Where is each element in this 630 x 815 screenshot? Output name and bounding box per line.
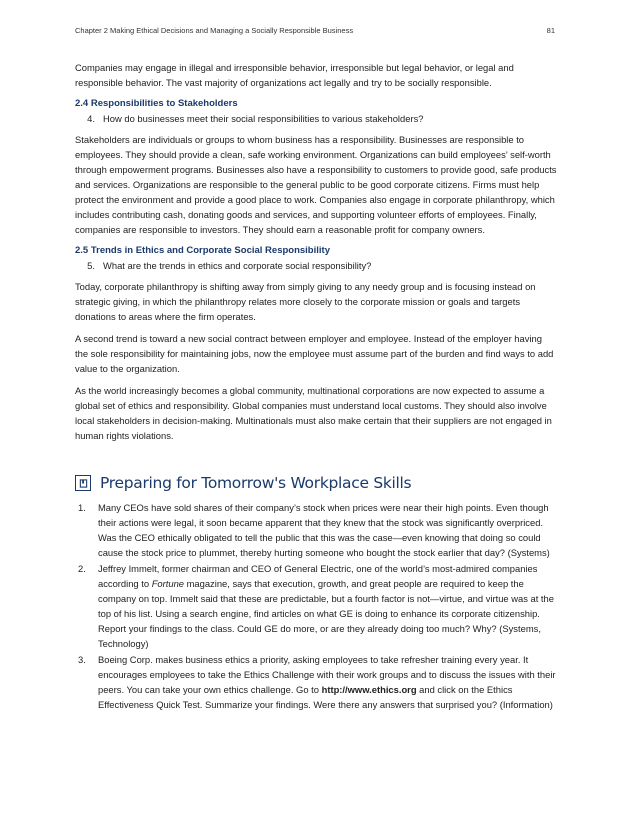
skills-section-title xyxy=(75,474,557,492)
list-item xyxy=(75,652,557,712)
item-text: Jeffrey Immelt, former chairman and CEO of General Electric, one of the world’s most-admired companies according to Fortune magazine, says that execution, growth, and great people are required to keep the company on top. Immelt said that these are predictable, but a fourth factor is not—virtue, and virtue was at the top of his list. Using a search engine, find articles on what GE is doing to enhance its corporate citizenship. Report your findings to the class. Could GE do more, or are they already doing too much? Why? (Systems, Technology) xyxy=(98,563,554,649)
page-number: 81 xyxy=(546,26,555,35)
item-number: 1. xyxy=(78,502,86,513)
trends-paragraph-1: Today, corporate philanthropy is shifting away from simply giving to any needy group and is focusing instead on strategic giving, in which the philanthropy relates more closely to the corporate mission or goals and targets donations to areas where the firm operates. xyxy=(75,281,536,322)
section-heading-2-5: 2.5 Trends in Ethics and Corporate Social Responsibility xyxy=(75,245,330,256)
lo-question: How do businesses meet their social responsibilities to various stakeholders? xyxy=(103,113,424,124)
item-number: 2. xyxy=(78,563,86,574)
page-body xyxy=(75,60,557,713)
lo-question: What are the trends in ethics and corporate social responsibility? xyxy=(103,260,372,271)
lo-number: 4. xyxy=(87,113,95,124)
trends-paragraph-2: A second trend is toward a new social contract between employer and employee. Instead of the employer having the sole responsibility for maintaining jobs, now the employee must assume part of the burden and find ways to add value to the organization. xyxy=(75,333,554,374)
learning-objective-4 xyxy=(75,111,557,126)
item-number: 3. xyxy=(78,654,86,665)
section-heading-2-4: 2.4 Responsibilities to Stakeholders xyxy=(75,98,238,109)
lo-number: 5. xyxy=(87,260,95,271)
list-item xyxy=(75,500,557,560)
skills-list xyxy=(75,500,557,712)
item-text: Boeing Corp. makes business ethics a priority, asking employees to take refresher training every year. It encourages employees to take the Ethics Challenge with their work groups and to discuss the issues with their peers. You can take your own ethics challenge. Go to http://www.ethics.org and click on the Ethics Effectiveness Quick Test. Summarize your findings. Were there any answers that surprised you? (Information) xyxy=(98,654,556,710)
page-header xyxy=(75,26,555,35)
trends-paragraph-3: As the world increasingly becomes a global community, multinational corporations are now expected to assume a global set of ethics and responsibility. Global companies must understand local customs. They should also involve local stakeholders in decision-making. Multinationals must also make certain that their suppliers are not engaged in human rights violations. xyxy=(75,385,552,441)
ethics-link[interactable]: http://www.ethics.org xyxy=(321,684,417,695)
learning-objective-5 xyxy=(75,258,557,273)
item-text: Many CEOs have sold shares of their company’s stock when prices were near their high points. Even though their actions were legal, it soon became apparent that they knew that the stock was significantly overpriced. Was the CEO ethically obligated to tell the public that this was the case—even knowing that doing so could cause the stock price to plummet, thereby hurting someone who bought the stock earlier that day? (Systems) xyxy=(98,502,550,558)
book-icon xyxy=(75,475,91,491)
fortune-italic: Fortune xyxy=(151,578,184,589)
skills-heading: Preparing for Tomorrow's Workplace Skills xyxy=(100,474,412,492)
stakeholders-paragraph: Stakeholders are individuals or groups to whom business has a responsibility. Businesses are responsible to employees. They should provide a clean, safe working environment. Organizations can build employees’ self-worth through empowerment programs. Businesses also have a responsibility to customers to provide good, safe products and services. Organizations are responsible to the general public to be good corporate citizens. Firms must help protect the environment and provide a good place to work. Companies also engage in corporate philanthropy, which includes contributing cash, donating goods and services, and supporting volunteer efforts of employees. Finally, companies are responsible to investors. They should earn a reasonable profit for company owners. xyxy=(75,134,557,235)
list-item xyxy=(75,561,557,651)
chapter-title: Chapter 2 Making Ethical Decisions and Managing a Socially Responsible Business xyxy=(75,26,354,35)
intro-paragraph: Companies may engage in illegal and irresponsible behavior, irresponsible but legal behavior, or legal and responsible behavior. The vast majority of organizations act legally and try to be socially responsible. xyxy=(75,62,514,88)
